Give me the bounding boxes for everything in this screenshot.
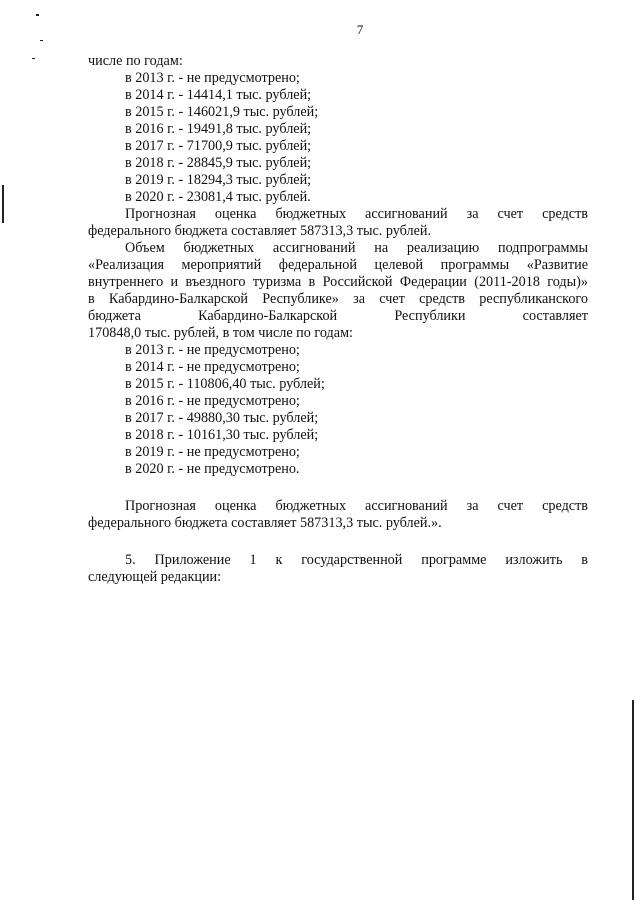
scan-mark — [40, 40, 43, 41]
text-line: 5. Приложение 1 к государственной программе изложить в — [125, 552, 588, 568]
text-line: в 2015 г. - 110806,40 тыс. рублей; — [125, 376, 325, 392]
text-line: в 2017 г. - 49880,30 тыс. рублей; — [125, 410, 319, 426]
text-line: внутреннего и въездного туризма в Российской Федерации (2011-2018 годы)» — [88, 274, 588, 290]
text-line: в 2013 г. - не предусмотрено; — [125, 70, 300, 86]
text-line: в 2016 г. - 19491,8 тыс. рублей; — [125, 121, 312, 137]
page-number: 7 — [356, 22, 364, 37]
text-line: федерального бюджета составляет 587313,3 тыс. рублей. — [88, 223, 432, 239]
scan-mark — [2, 185, 4, 223]
text-line: в 2016 г. - не предусмотрено; — [125, 393, 300, 409]
text-line: следующей редакции: — [88, 569, 222, 585]
text-line: в 2018 г. - 10161,30 тыс. рублей; — [125, 427, 319, 443]
text-line: в 2015 г. - 146021,9 тыс. рублей; — [125, 104, 319, 120]
text-line: в 2019 г. - не предусмотрено; — [125, 444, 300, 460]
text-line: Объем бюджетных ассигнований на реализацию подпрограммы — [125, 240, 588, 256]
paragraph-gap — [88, 532, 588, 552]
text-line: в 2020 г. - 23081,4 тыс. рублей. — [125, 189, 311, 205]
text-line: числе по годам: — [88, 53, 183, 69]
text-line: в 2018 г. - 28845,9 тыс. рублей; — [125, 155, 312, 171]
scan-mark — [632, 700, 634, 900]
text-line: Прогнозная оценка бюджетных ассигнований за счет средств — [125, 206, 588, 222]
text-line: федерального бюджета составляет 587313,3 тыс. рублей.». — [88, 515, 442, 531]
text-line: бюджета Кабардино-Балкарской Республики составляет — [88, 308, 588, 324]
text-line: в Кабардино-Балкарской Республике» за счет средств республиканского — [88, 291, 588, 307]
text-line: Прогнозная оценка бюджетных ассигнований за счет средств — [125, 498, 588, 514]
text-line: в 2013 г. - не предусмотрено; — [125, 342, 300, 358]
text-line: в 2014 г. - 14414,1 тыс. рублей; — [125, 87, 312, 103]
text-line: в 2019 г. - 18294,3 тыс. рублей; — [125, 172, 312, 188]
scan-mark — [36, 14, 39, 16]
text-line: в 2017 г. - 71700,9 тыс. рублей; — [125, 138, 312, 154]
text-line: 170848,0 тыс. рублей, в том числе по годам: — [88, 325, 353, 341]
text-line: «Реализация мероприятий федеральной целевой программы «Развитие — [88, 257, 588, 273]
document-body — [88, 53, 588, 586]
scan-mark — [32, 58, 35, 59]
text-line: в 2014 г. - не предусмотрено; — [125, 359, 300, 375]
paragraph-gap — [88, 478, 588, 498]
text-line: в 2020 г. - не предусмотрено. — [125, 461, 300, 477]
